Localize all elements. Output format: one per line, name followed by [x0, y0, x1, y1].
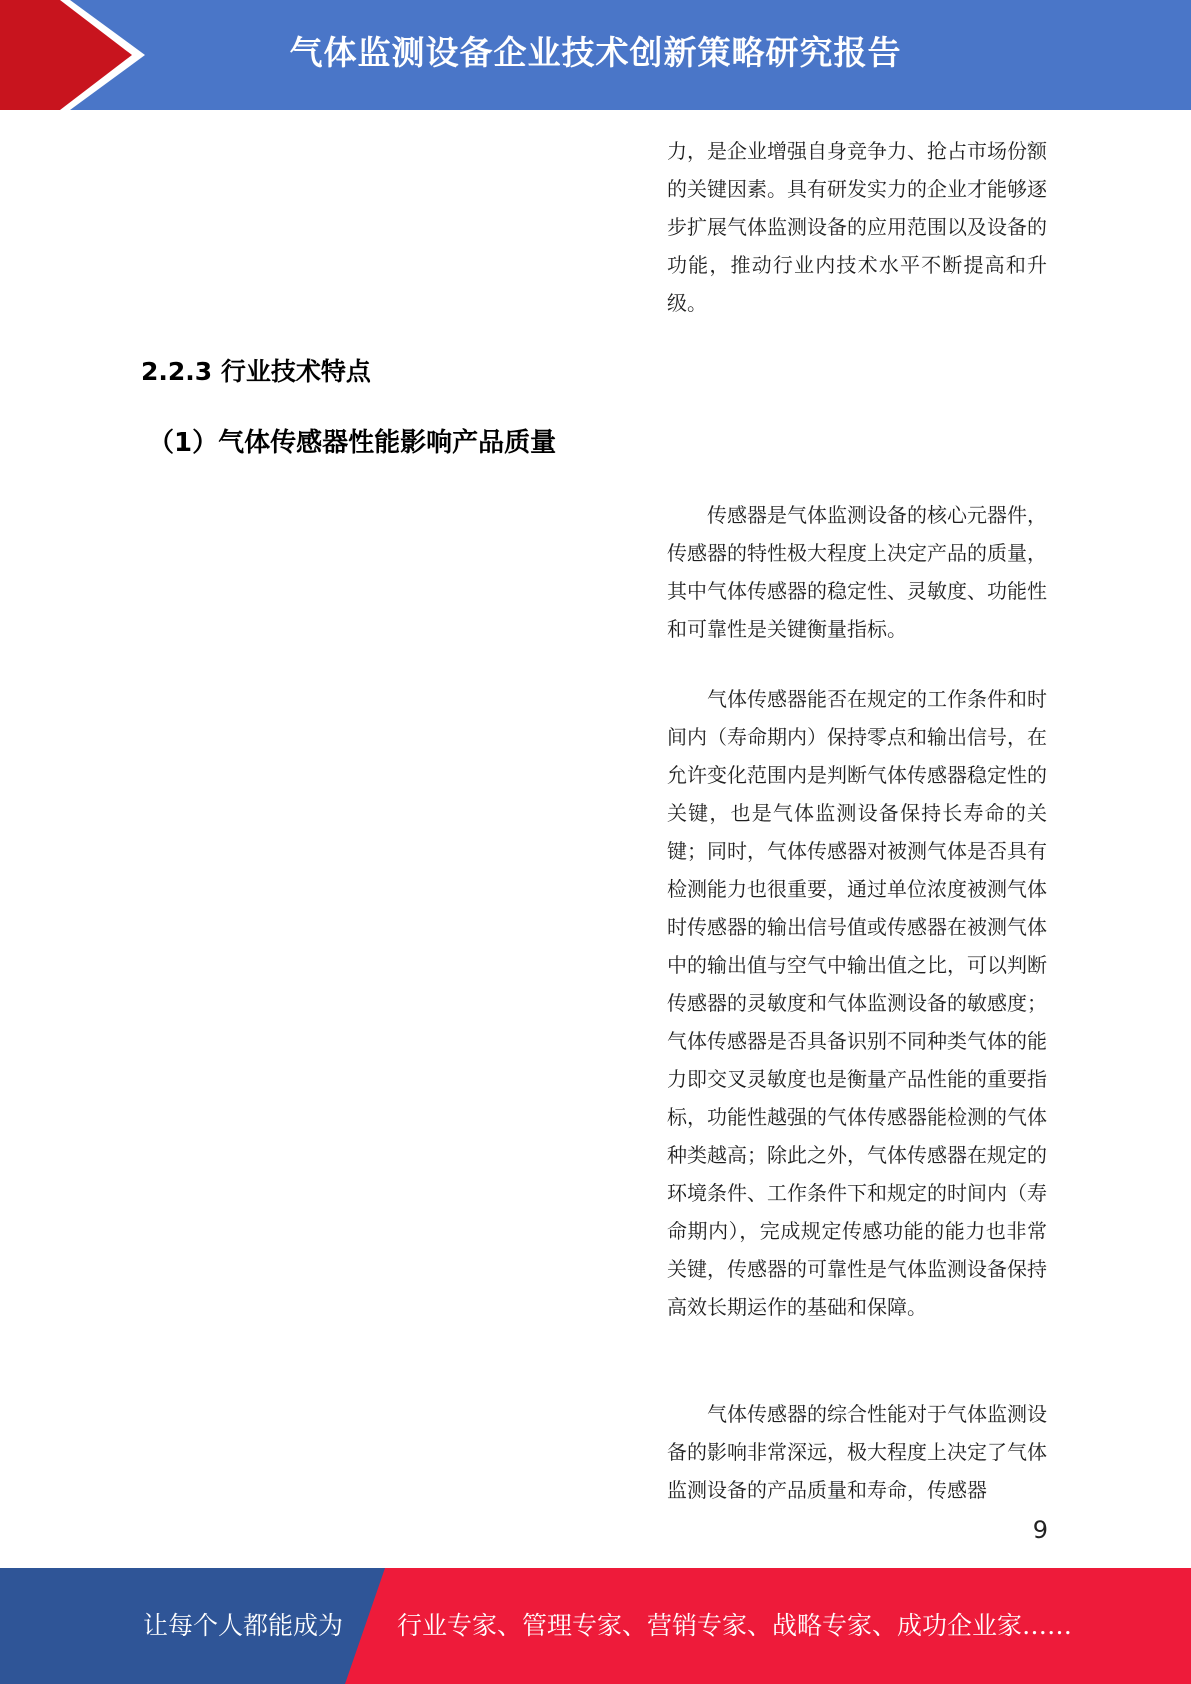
footer-slogan-left: 让每个人都能成为: [143, 1611, 344, 1640]
continued-paragraph-text: 力，是企业增强自身竞争力、抢占市场份额的关键因素。具有研发实力的企业才能够逐步扩展气体监测设备的应用范围以及设备的功能，推动行业内技术水平不断提高和升级。: [667, 139, 1047, 315]
footer-slogan-right: 行业专家、管理专家、营销专家、战略专家、成功企业家……: [397, 1611, 1073, 1640]
sub-heading: （1）气体传感器性能影响产品质量: [148, 428, 557, 458]
paragraph-1: [667, 496, 1047, 648]
report-title: 气体监测设备企业技术创新策略研究报告: [289, 33, 902, 72]
continued-paragraph: [667, 132, 1047, 322]
report-header: [0, 0, 1191, 110]
paragraph-3: [667, 1395, 1047, 1509]
paragraph-2-text: 气体传感器能否在规定的工作条件和时间内（寿命期内）保持零点和输出信号，在允许变化范围内是判断气体传感器稳定性的关键，也是气体监测设备保持长寿命的关键；同时，气体传感器对被测气体是否具有检测能力也很重要，通过单位浓度被测气体时传感器的输出信号值或传感器在被测气体中的输出值与空气中输出值之比，可以判断传感器的灵敏度和气体监测设备的敏感度；气体传感器是否具备识别不同种类气体的能力即交叉灵敏度也是衡量产品性能的重要指标，功能性越强的气体传感器能检测的气体种类越高；除此之外，气体传感器在规定的环境条件、工作条件下和规定的时间内（寿命期内），完成规定传感功能的能力也非常关键，传感器的可靠性是气体监测设备保持高效长期运作的基础和保障。: [667, 687, 1047, 1319]
page-number: 9: [1032, 1516, 1048, 1544]
section-heading: 2.2.3 行业技术特点: [141, 357, 371, 386]
report-footer: [0, 1568, 1191, 1684]
paragraph-3-text: 气体传感器的综合性能对于气体监测设备的影响非常深远，极大程度上决定了气体监测设备的产品质量和寿命，传感器: [667, 1402, 1047, 1502]
paragraph-2: [667, 680, 1047, 1326]
paragraph-1-text: 传感器是气体监测设备的核心元器件，传感器的特性极大程度上决定产品的质量，其中气体传感器的稳定性、灵敏度、功能性和可靠性是关键衡量指标。: [667, 503, 1047, 641]
header-chevron-decoration: [0, 0, 160, 110]
